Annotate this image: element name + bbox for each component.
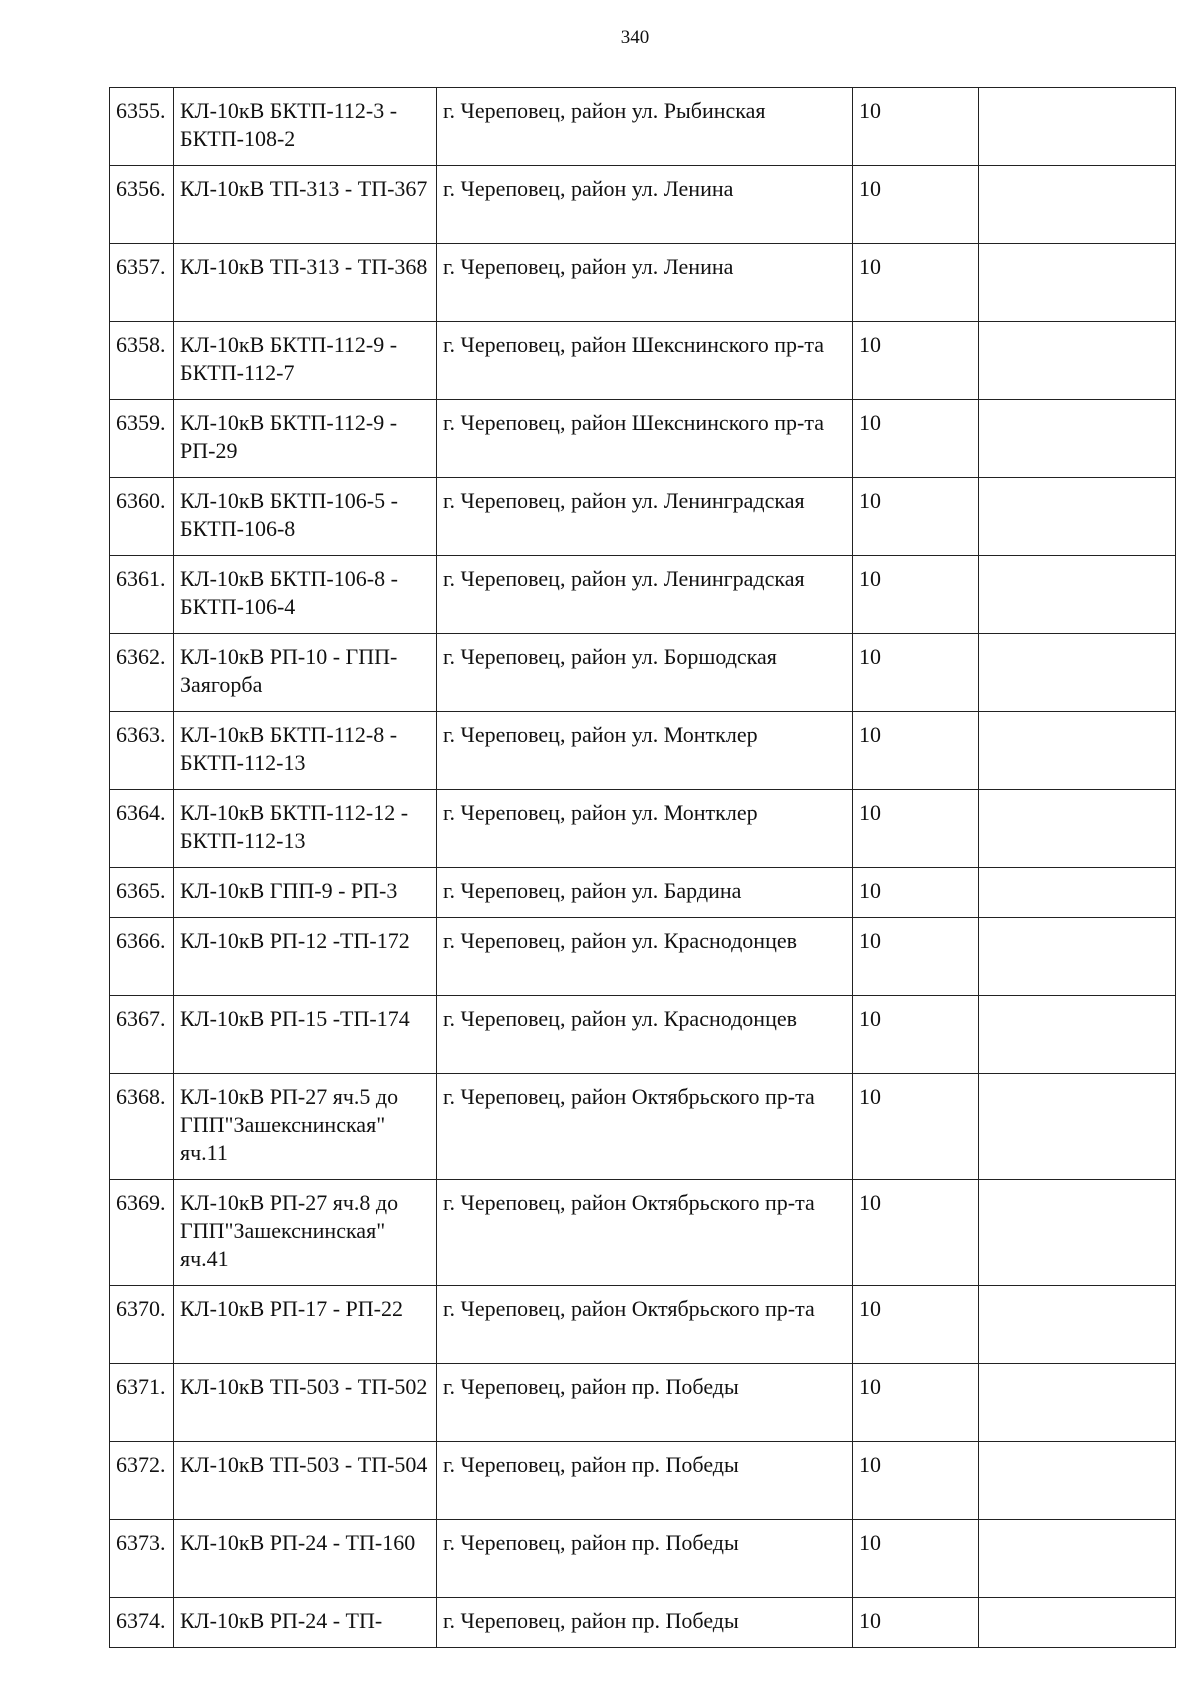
cable-line-name: КЛ-10кВ ТП-503 - ТП-504	[174, 1442, 437, 1520]
row-number: 6368.	[110, 1074, 174, 1180]
table-body	[110, 88, 1176, 1648]
cable-lines-table	[109, 87, 1176, 1648]
cable-line-name: КЛ-10кВ БКТП-112-3 - БКТП-108-2	[174, 88, 437, 166]
empty-cell	[979, 996, 1176, 1074]
row-number: 6366.	[110, 918, 174, 996]
voltage-kv: 10	[853, 1442, 979, 1520]
location-address: г. Череповец, район пр. Победы	[437, 1520, 853, 1598]
empty-cell	[979, 712, 1176, 790]
row-number: 6369.	[110, 1180, 174, 1286]
voltage-kv: 10	[853, 790, 979, 868]
empty-cell	[979, 1074, 1176, 1180]
table-row	[110, 1598, 1176, 1648]
voltage-kv: 10	[853, 244, 979, 322]
location-address: г. Череповец, район пр. Победы	[437, 1442, 853, 1520]
table-row	[110, 996, 1176, 1074]
table-row	[110, 634, 1176, 712]
cable-line-name: КЛ-10кВ РП-15 -ТП-174	[174, 996, 437, 1074]
location-address: г. Череповец, район ул. Краснодонцев	[437, 996, 853, 1074]
cable-line-name: КЛ-10кВ РП-27 яч.8 до ГПП"Зашекснинская" яч.41	[174, 1180, 437, 1286]
cable-line-name: КЛ-10кВ БКТП-112-9 - РП-29	[174, 400, 437, 478]
location-address: г. Череповец, район ул. Ленинградская	[437, 478, 853, 556]
table-row	[110, 556, 1176, 634]
location-address: г. Череповец, район ул. Ленина	[437, 166, 853, 244]
voltage-kv: 10	[853, 556, 979, 634]
location-address: г. Череповец, район ул. Монтклер	[437, 712, 853, 790]
table-row	[110, 1074, 1176, 1180]
table-row	[110, 1520, 1176, 1598]
row-number: 6373.	[110, 1520, 174, 1598]
location-address: г. Череповец, район Октябрьского пр-та	[437, 1180, 853, 1286]
row-number: 6360.	[110, 478, 174, 556]
location-address: г. Череповец, район Шекснинского пр-та	[437, 400, 853, 478]
row-number: 6361.	[110, 556, 174, 634]
cable-line-name: КЛ-10кВ БКТП-106-8 - БКТП-106-4	[174, 556, 437, 634]
row-number: 6364.	[110, 790, 174, 868]
row-number: 6362.	[110, 634, 174, 712]
table-row	[110, 88, 1176, 166]
voltage-kv: 10	[853, 322, 979, 400]
location-address: г. Череповец, район Октябрьского пр-та	[437, 1074, 853, 1180]
voltage-kv: 10	[853, 1598, 979, 1648]
voltage-kv: 10	[853, 1074, 979, 1180]
voltage-kv: 10	[853, 400, 979, 478]
empty-cell	[979, 88, 1176, 166]
voltage-kv: 10	[853, 634, 979, 712]
cable-line-name: КЛ-10кВ РП-10 - ГПП-Заягорба	[174, 634, 437, 712]
voltage-kv: 10	[853, 918, 979, 996]
voltage-kv: 10	[853, 712, 979, 790]
location-address: г. Череповец, район ул. Краснодонцев	[437, 918, 853, 996]
location-address: г. Череповец, район ул. Боршодская	[437, 634, 853, 712]
location-address: г. Череповец, район Шекснинского пр-та	[437, 322, 853, 400]
table-row	[110, 322, 1176, 400]
empty-cell	[979, 1520, 1176, 1598]
cable-line-name: КЛ-10кВ РП-27 яч.5 до ГПП"Зашекснинская" яч.11	[174, 1074, 437, 1180]
row-number: 6355.	[110, 88, 174, 166]
page-number: 340	[620, 27, 650, 48]
location-address: г. Череповец, район ул. Бардина	[437, 868, 853, 918]
empty-cell	[979, 322, 1176, 400]
empty-cell	[979, 790, 1176, 868]
row-number: 6371.	[110, 1364, 174, 1442]
location-address: г. Череповец, район ул. Монтклер	[437, 790, 853, 868]
row-number: 6365.	[110, 868, 174, 918]
table-row	[110, 790, 1176, 868]
cable-line-name: КЛ-10кВ ТП-313 - ТП-367	[174, 166, 437, 244]
row-number: 6363.	[110, 712, 174, 790]
table-row	[110, 712, 1176, 790]
empty-cell	[979, 1364, 1176, 1442]
empty-cell	[979, 556, 1176, 634]
voltage-kv: 10	[853, 166, 979, 244]
table-row	[110, 1364, 1176, 1442]
table-row	[110, 244, 1176, 322]
row-number: 6357.	[110, 244, 174, 322]
voltage-kv: 10	[853, 1180, 979, 1286]
voltage-kv: 10	[853, 478, 979, 556]
row-number: 6370.	[110, 1286, 174, 1364]
table-row	[110, 478, 1176, 556]
cable-line-name: КЛ-10кВ БКТП-112-12 - БКТП-112-13	[174, 790, 437, 868]
location-address: г. Череповец, район ул. Ленина	[437, 244, 853, 322]
row-number: 6372.	[110, 1442, 174, 1520]
empty-cell	[979, 868, 1176, 918]
row-number: 6356.	[110, 166, 174, 244]
table-row	[110, 1442, 1176, 1520]
empty-cell	[979, 166, 1176, 244]
cable-line-name: КЛ-10кВ БКТП-112-9 - БКТП-112-7	[174, 322, 437, 400]
table-row	[110, 400, 1176, 478]
voltage-kv: 10	[853, 1364, 979, 1442]
empty-cell	[979, 1442, 1176, 1520]
cable-line-name: КЛ-10кВ ТП-503 - ТП-502	[174, 1364, 437, 1442]
table-row	[110, 166, 1176, 244]
empty-cell	[979, 634, 1176, 712]
cable-line-name: КЛ-10кВ РП-12 -ТП-172	[174, 918, 437, 996]
location-address: г. Череповец, район пр. Победы	[437, 1598, 853, 1648]
location-address: г. Череповец, район ул. Рыбинская	[437, 88, 853, 166]
empty-cell	[979, 1286, 1176, 1364]
row-number: 6367.	[110, 996, 174, 1074]
voltage-kv: 10	[853, 996, 979, 1074]
empty-cell	[979, 400, 1176, 478]
voltage-kv: 10	[853, 88, 979, 166]
table-row	[110, 1180, 1176, 1286]
voltage-kv: 10	[853, 868, 979, 918]
empty-cell	[979, 1598, 1176, 1648]
table-row	[110, 1286, 1176, 1364]
cable-line-name: КЛ-10кВ РП-17 - РП-22	[174, 1286, 437, 1364]
location-address: г. Череповец, район ул. Ленинградская	[437, 556, 853, 634]
cable-line-name: КЛ-10кВ БКТП-106-5 - БКТП-106-8	[174, 478, 437, 556]
location-address: г. Череповец, район Октябрьского пр-та	[437, 1286, 853, 1364]
cable-line-name: КЛ-10кВ РП-24 - ТП-	[174, 1598, 437, 1648]
empty-cell	[979, 478, 1176, 556]
cable-line-name: КЛ-10кВ РП-24 - ТП-160	[174, 1520, 437, 1598]
table-row	[110, 918, 1176, 996]
voltage-kv: 10	[853, 1520, 979, 1598]
cable-line-name: КЛ-10кВ ГПП-9 - РП-3	[174, 868, 437, 918]
row-number: 6359.	[110, 400, 174, 478]
cable-line-name: КЛ-10кВ БКТП-112-8 - БКТП-112-13	[174, 712, 437, 790]
empty-cell	[979, 918, 1176, 996]
row-number: 6358.	[110, 322, 174, 400]
cable-line-name: КЛ-10кВ ТП-313 - ТП-368	[174, 244, 437, 322]
voltage-kv: 10	[853, 1286, 979, 1364]
row-number: 6374.	[110, 1598, 174, 1648]
table-row	[110, 868, 1176, 918]
empty-cell	[979, 244, 1176, 322]
location-address: г. Череповец, район пр. Победы	[437, 1364, 853, 1442]
empty-cell	[979, 1180, 1176, 1286]
